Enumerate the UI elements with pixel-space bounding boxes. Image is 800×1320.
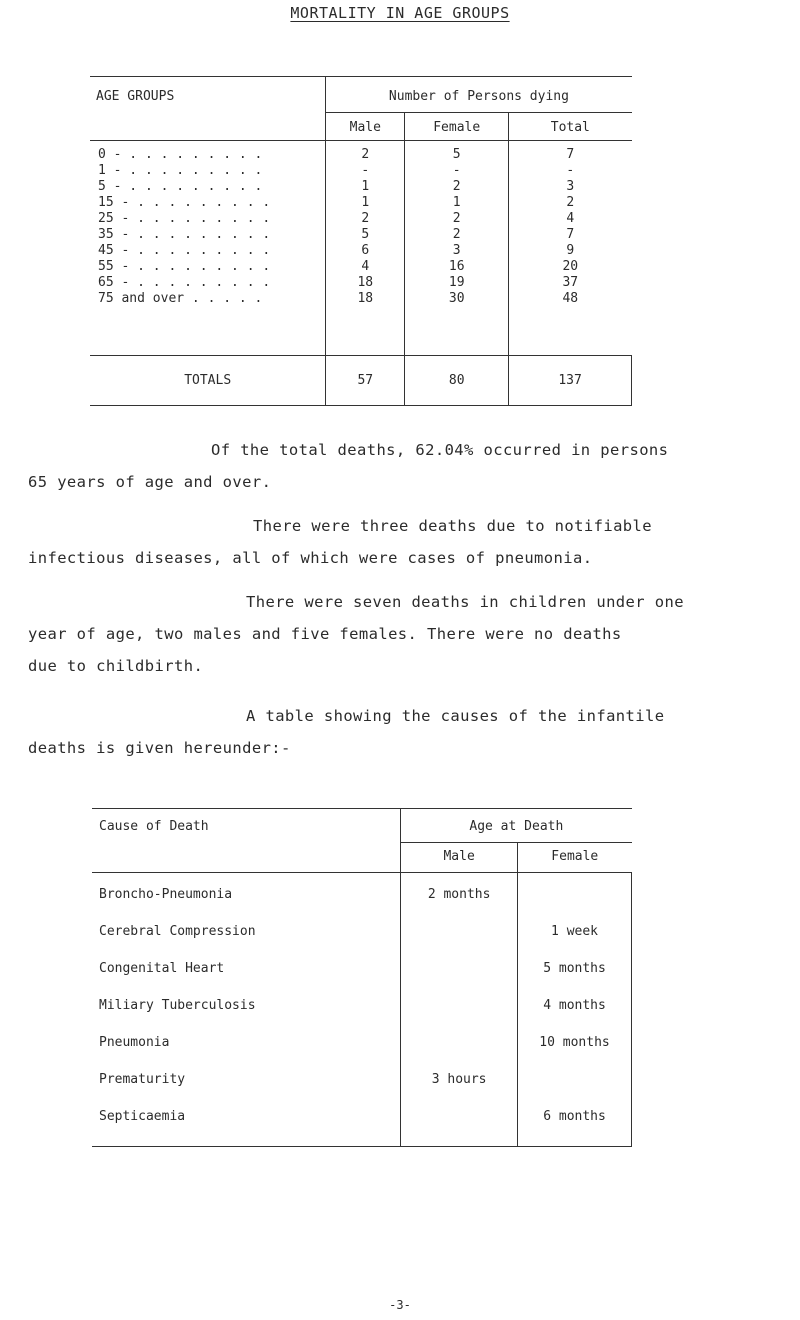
page-title: MORTALITY IN AGE GROUPS xyxy=(290,4,510,22)
paragraph-notifiable-diseases xyxy=(28,510,778,574)
cause-cell: Pneumonia xyxy=(99,1035,170,1050)
page-number: -3- xyxy=(389,1298,411,1312)
text-line: due to childbirth. xyxy=(28,657,204,675)
cause-cell: Broncho-Pneumonia xyxy=(99,887,233,902)
cause-column xyxy=(92,873,401,1147)
infant-female-header: Female xyxy=(551,849,599,864)
text-line: infectious diseases, all of which were cases of pneumonia. xyxy=(28,549,593,567)
male-cell: 4 xyxy=(361,259,370,274)
male-cell: - xyxy=(361,163,370,178)
infant-male-cell: 2 months xyxy=(427,887,491,902)
infant-male-cell: 3 hours xyxy=(431,1072,487,1087)
cause-header: Cause of Death xyxy=(92,809,401,873)
text-line: There were three deaths due to notifiable xyxy=(253,517,653,535)
age-group-cell: 55 - . . . . . . . . . xyxy=(98,259,271,274)
paragraph-age-over-65 xyxy=(28,434,778,498)
female-cell: 5 xyxy=(452,147,461,162)
infant-male-cell xyxy=(401,1035,517,1072)
cause-cell: Septicaemia xyxy=(99,1109,186,1124)
totals-male: 57 xyxy=(326,356,405,406)
age-group-cell: 35 - . . . . . . . . . xyxy=(98,227,271,242)
paragraph-table-intro xyxy=(28,700,778,764)
total-header: Total xyxy=(550,120,590,135)
text-line: Of the total deaths, 62.04% occurred in persons xyxy=(211,441,669,459)
total-cell: 20 xyxy=(562,259,579,274)
text-line: A table showing the causes of the infantile xyxy=(246,707,665,725)
female-cell: 3 xyxy=(452,243,461,258)
text-line: There were seven deaths in children under one xyxy=(246,593,684,611)
totals-label: TOTALS xyxy=(90,356,326,406)
male-cell: 18 xyxy=(357,275,374,290)
infant-deaths-table xyxy=(92,808,632,1147)
age-group-cell: 75 and over . . . . . xyxy=(98,291,263,306)
infant-female-cell: 4 months xyxy=(543,998,606,1013)
total-cell: 7 xyxy=(566,227,575,242)
infant-male-header: Male xyxy=(401,843,518,873)
cause-cell: Cerebral Compression xyxy=(99,924,256,939)
infant-male-column xyxy=(401,873,518,1147)
total-cell: 48 xyxy=(562,291,579,306)
age-group-cell: 25 - . . . . . . . . . xyxy=(98,211,271,226)
infant-female-cell: 6 months xyxy=(543,1109,606,1124)
age-group-cell: 1 - . . . . . . . . . xyxy=(98,163,263,178)
total-cell: - xyxy=(566,163,575,178)
total-cell: 9 xyxy=(566,243,575,258)
age-group-cell: 65 - . . . . . . . . . xyxy=(98,275,271,290)
female-cell: 2 xyxy=(452,227,461,242)
total-cell: 3 xyxy=(566,179,575,194)
male-cell: 6 xyxy=(361,243,370,258)
cause-cell: Prematurity xyxy=(99,1072,186,1087)
number-dying-header: Number of Persons dying xyxy=(326,77,632,113)
infant-male-cell xyxy=(401,998,517,1035)
total-cell: 7 xyxy=(566,147,575,162)
cause-cell: Miliary Tuberculosis xyxy=(99,998,256,1013)
text-line: year of age, two males and five females. There were no deaths xyxy=(28,625,622,643)
age-group-cell: 45 - . . . . . . . . . xyxy=(98,243,271,258)
infant-male-cell xyxy=(401,1109,517,1146)
age-at-death-header: Age at Death xyxy=(401,809,632,843)
total-cell: 2 xyxy=(566,195,575,210)
male-cell: 5 xyxy=(361,227,370,242)
male-cell: 2 xyxy=(361,147,370,162)
infant-female-cell xyxy=(518,887,631,924)
infant-male-cell xyxy=(401,924,517,961)
age-group-cell: 0 - . . . . . . . . . xyxy=(98,147,263,162)
female-cell: 1 xyxy=(452,195,461,210)
text-line: deaths is given hereunder:- xyxy=(28,739,291,757)
male-cell: 18 xyxy=(357,291,374,306)
female-column xyxy=(405,141,509,356)
totals-female: 80 xyxy=(405,356,509,406)
paragraph-infant-deaths xyxy=(28,586,778,682)
infant-female-cell: 10 months xyxy=(539,1035,610,1050)
age-group-column xyxy=(90,141,326,356)
female-cell: 19 xyxy=(448,275,465,290)
infant-female-cell xyxy=(518,1072,631,1109)
female-cell: 2 xyxy=(452,211,461,226)
age-groups-header: AGE GROUPS xyxy=(90,77,326,141)
infant-female-cell: 5 months xyxy=(543,961,606,976)
infant-male-cell xyxy=(401,961,517,998)
male-column xyxy=(326,141,405,356)
total-cell: 4 xyxy=(566,211,575,226)
male-cell: 2 xyxy=(361,211,370,226)
total-cell: 37 xyxy=(562,275,579,290)
female-header: Female xyxy=(405,113,509,141)
age-group-cell: 5 - . . . . . . . . . xyxy=(98,179,263,194)
age-group-cell: 15 - . . . . . . . . . xyxy=(98,195,271,210)
age-groups-table xyxy=(90,76,632,406)
totals-total: 137 xyxy=(509,356,632,406)
male-cell: 1 xyxy=(361,179,370,194)
female-cell: 2 xyxy=(452,179,461,194)
male-cell: 1 xyxy=(361,195,370,210)
female-cell: - xyxy=(452,163,461,178)
total-column xyxy=(509,141,632,356)
female-cell: 30 xyxy=(448,291,465,306)
infant-female-cell: 1 week xyxy=(551,924,599,939)
cause-cell: Congenital Heart xyxy=(99,961,225,976)
infant-female-column xyxy=(518,873,632,1147)
male-header: Male xyxy=(326,113,405,141)
female-cell: 16 xyxy=(448,259,465,274)
text-line: 65 years of age and over. xyxy=(28,473,272,491)
